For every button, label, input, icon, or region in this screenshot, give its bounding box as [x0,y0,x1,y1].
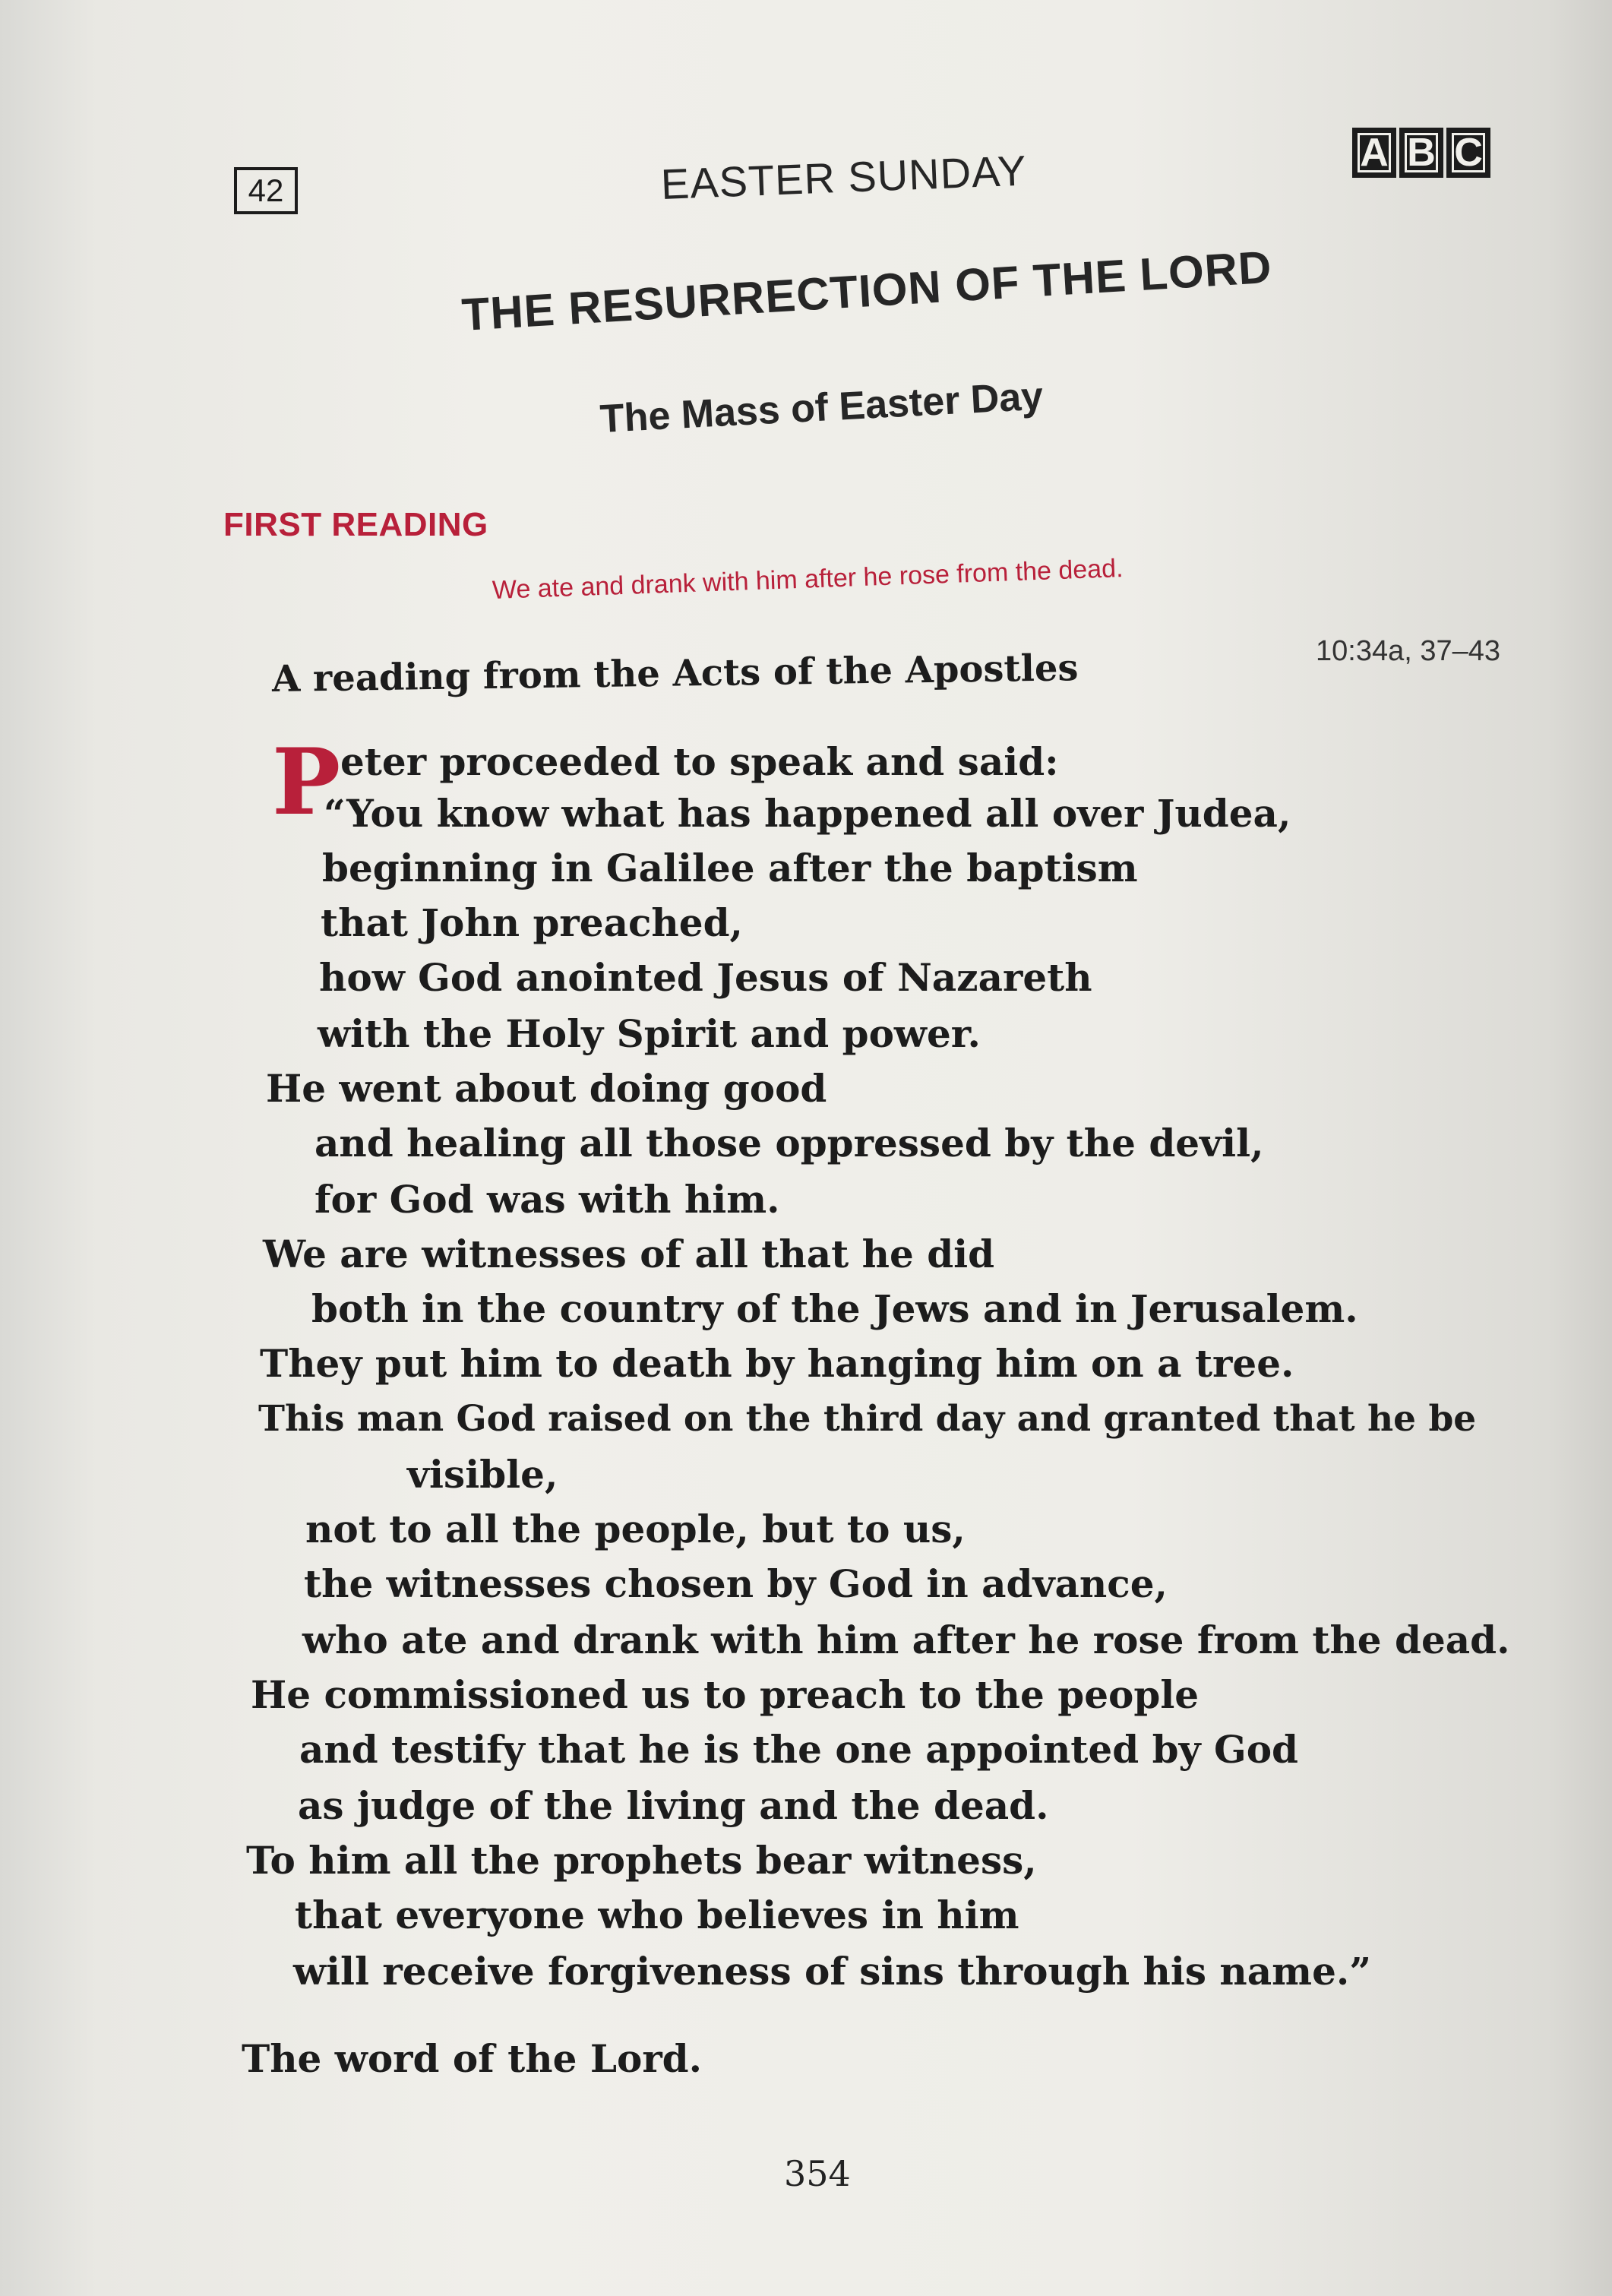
reading-line: visible, [407,1452,558,1497]
reading-line: “You know what has happened all over Judea, [324,791,1291,836]
reading-number-box: 42 [234,167,298,214]
reading-line: as judge of the living and the dead. [298,1783,1049,1828]
reading-line: how God anointed Jesus of Nazareth [319,955,1092,1000]
cycle-b-badge: B [1399,128,1443,178]
reading-line: who ate and drank with him after he rose from the dead. [302,1618,1510,1662]
reading-line: will receive forgiveness of sins through his name.” [293,1949,1372,1994]
reading-line: beginning in Galilee after the baptism [322,846,1138,890]
reading-line: This man God raised on the third day and granted that he be [258,1398,1477,1440]
reading-intro: A reading from the Acts of the Apostles [271,647,1079,701]
reading-line: They put him to death by hanging him on a tree. [260,1341,1294,1386]
liturgical-cycle-badges [1352,128,1490,178]
reading-line: for God was with him. [314,1177,780,1222]
reading-line: and healing all those oppressed by the devil, [314,1121,1264,1165]
feast-title: EASTER SUNDAY [659,146,1028,208]
drop-cap: P [272,729,341,836]
cycle-c-badge: C [1446,128,1490,178]
reading-line: that everyone who believes in him [295,1893,1019,1937]
cycle-a-badge: A [1352,128,1396,178]
reading-line: that John preached, [321,900,743,945]
reading-line: He went about doing good [266,1066,827,1111]
mass-title: The Mass of Easter Day [599,374,1045,441]
reading-line: and testify that he is the one appointed by God [299,1727,1299,1772]
reading-line: both in the country of the Jews and in Jerusalem. [311,1286,1358,1331]
reading-line: not to all the people, but to us, [305,1507,966,1551]
section-label: FIRST READING [223,506,488,543]
page-number: 354 [784,2153,851,2194]
scripture-citation: 10:34a, 37–43 [1316,635,1501,667]
reading-summary: We ate and drank with him after he rose from the dead. [492,554,1124,605]
reading-closing: The word of the Lord. [242,2036,703,2081]
reading-line: the witnesses chosen by God in advance, [304,1561,1168,1606]
reading-line-first: eter proceeded to speak and said: [340,739,1059,784]
solemnity-title: THE RESURRECTION OF THE LORD [460,241,1274,340]
reading-line: To him all the prophets bear witness, [246,1838,1037,1883]
reading-line: He commissioned us to preach to the people [251,1672,1200,1717]
reading-line: We are witnesses of all that he did [263,1232,995,1276]
reading-line: with the Holy Spirit and power. [318,1011,981,1056]
